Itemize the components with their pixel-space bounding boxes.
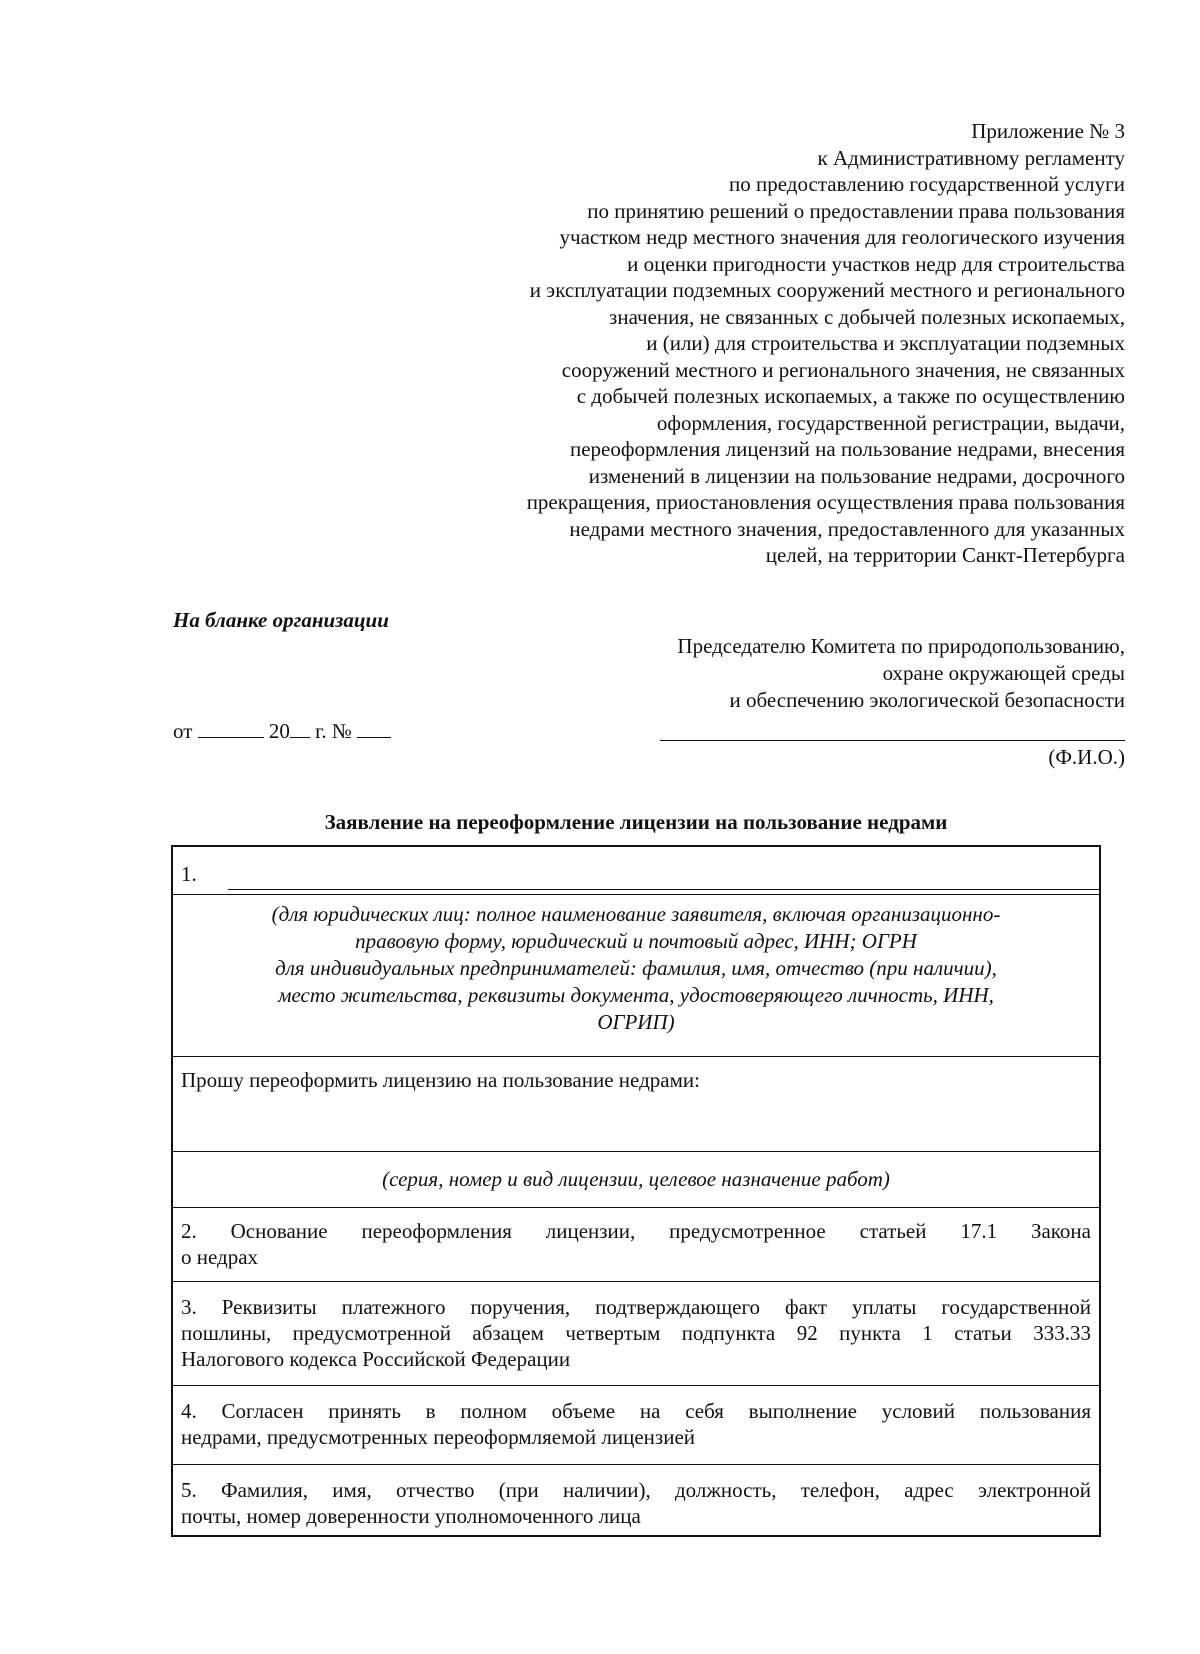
document-number-blank[interactable] (357, 719, 391, 738)
appendix-line: к Административному регламенту (817, 145, 1125, 170)
appendix-line: недрами местного значения, предоставленного для указанных (569, 516, 1125, 541)
appendix-header (365, 118, 1125, 569)
item-5-cell[interactable] (173, 1465, 1099, 1535)
appendix-line: переоформления лицензий на пользование недрами, внесения (569, 437, 1125, 461)
applicant-hint-line: ОГРИП) (597, 1010, 675, 1034)
addressee-line: охране окружающей среды (882, 661, 1125, 685)
license-request-cell[interactable] (173, 1057, 1099, 1152)
item-5-line: почты, номер доверенности уполномоченного лица (181, 1504, 641, 1528)
statement-title: Заявление на переоформление лицензии на пользование недрами (324, 810, 948, 834)
appendix-line: и оценки пригодности участков недр для строительства (627, 251, 1125, 276)
applicant-hint-line: (для юридических лиц: полное наименование заявителя, включая организационно- (271, 902, 1001, 926)
addressee-block (525, 633, 1125, 714)
appendix-line: значения, не связанных с добычей полезных ископаемых, (609, 304, 1125, 329)
appendix-line: прекращения, приостановления осуществления права пользования (526, 490, 1125, 514)
date-day-blank[interactable] (198, 719, 264, 738)
item-3-line: Налогового кодекса Российской Федерации (181, 1347, 571, 1371)
item-4-cell[interactable] (173, 1386, 1099, 1465)
addressee-name-line[interactable] (660, 740, 1125, 741)
license-hint-cell (173, 1152, 1099, 1208)
applicant-hint-line: для индивидуальных предпринимателей: фамилия, имя, отчество (при наличии), (275, 956, 997, 980)
appendix-line: по принятию решений о предоставлении права пользования (587, 198, 1125, 223)
appendix-line: по предоставлению государственной услуги (729, 172, 1125, 196)
date-from-label: от (173, 719, 193, 743)
item-2-line: о недрах (181, 1245, 259, 1269)
item-5-line: 5. Фамилия, имя, отчество (при наличии), должность, телефон, адрес электронной (181, 1478, 1091, 1502)
applicant-hint-line: место жительства, реквизиты документа, удостоверяющего личность, ИНН, (278, 983, 994, 1007)
item-1-number: 1. (181, 862, 197, 886)
appendix-line: Приложение № 3 (971, 119, 1125, 143)
appendix-line: с добычей полезных ископаемых, а также по осуществлению (576, 384, 1125, 408)
addressee-line: и обеспечению экологической безопасности (729, 688, 1125, 712)
appendix-line: и эксплуатации подземных сооружений местного и регионального (529, 278, 1125, 302)
item-2-cell[interactable] (173, 1208, 1099, 1282)
date-number-line (173, 718, 391, 744)
addressee-line: Председателю Комитета по природопользованию, (677, 634, 1125, 658)
applicant-hint-line: правовую форму, юридический и почтовый адрес, ИНН; ОГРН (355, 929, 917, 953)
applicant-name-line (228, 889, 1099, 890)
date-year-prefix: 20 (268, 719, 290, 743)
appendix-line: и (или) для строительства и эксплуатации подземных (646, 331, 1125, 355)
item-4-line: недрами, предусмотренных переоформляемой лицензией (181, 1425, 696, 1449)
date-number-label: г. № (315, 719, 352, 743)
item-3-line: пошлины, предусмотренной абзацем четвертым подпункта 92 пункта 1 статьи 333.33 (181, 1321, 1091, 1345)
appendix-line: изменений в лицензии на пользование недрами, досрочного (588, 463, 1125, 488)
fio-label: (Ф.И.О.) (1048, 745, 1125, 769)
date-year-blank[interactable] (290, 719, 310, 738)
appendix-line: целей, на территории Санкт-Петербурга (765, 543, 1125, 567)
license-request-text: Прошу переоформить лицензию на пользование недрами: (181, 1068, 700, 1092)
applicant-hint-cell (173, 895, 1099, 1057)
appendix-line: оформления, государственной регистрации, выдачи, (656, 410, 1125, 435)
applicant-name-row[interactable] (173, 847, 1099, 895)
item-3-line: 3. Реквизиты платежного поручения, подтверждающего факт уплаты государственной (181, 1295, 1091, 1319)
item-3-cell[interactable] (173, 1282, 1099, 1386)
license-hint-text: (серия, номер и вид лицензии, целевое назначение работ) (382, 1167, 890, 1191)
item-2-line: 2. Основание переоформления лицензии, предусмотренное статьей 17.1 Закона (181, 1219, 1091, 1243)
appendix-line: участком недр местного значения для геологического изучения (559, 225, 1125, 249)
application-form-table (171, 845, 1101, 1537)
letterhead-label: На бланке организации (173, 608, 389, 632)
appendix-line: сооружений местного и регионального значения, не связанных (561, 357, 1125, 382)
item-4-line: 4. Согласен принять в полном объеме на себя выполнение условий пользования (181, 1399, 1091, 1423)
